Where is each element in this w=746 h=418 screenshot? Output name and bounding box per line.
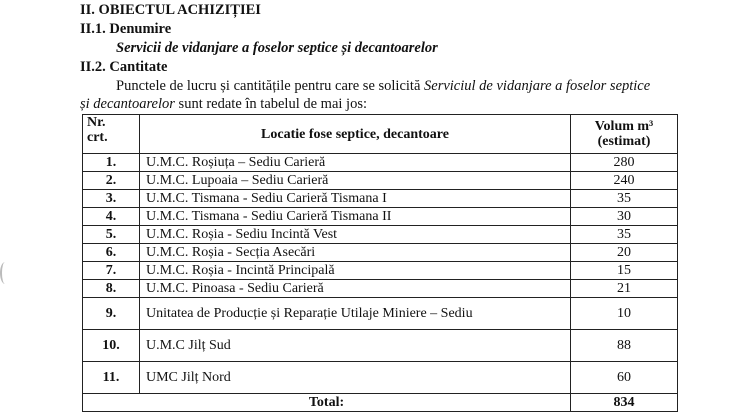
scan-margin-mark xyxy=(0,262,10,284)
intro-paragraph-line2 xyxy=(80,96,367,113)
row-volume: 240 xyxy=(571,172,678,190)
row-volume: 35 xyxy=(571,226,678,244)
intro-text-italic-1: Serviciul de vidanjare a foselor septice xyxy=(424,78,651,94)
row-nr: 8. xyxy=(83,280,140,298)
intro-paragraph-line1 xyxy=(116,78,650,95)
row-nr: 6. xyxy=(83,244,140,262)
row-location: U.M.C. Roșia - Secția Asecări xyxy=(140,244,571,262)
row-nr: 5. xyxy=(83,226,140,244)
row-location: U.M.C. Tismana - Sediu Carieră Tismana I xyxy=(140,190,571,208)
table-row xyxy=(83,298,678,330)
service-name: Servicii de vidanjare a foselor septice și decantoarelor xyxy=(116,40,438,56)
table-row xyxy=(83,190,678,208)
row-nr: 3. xyxy=(83,190,140,208)
section-title: II. OBIECTUL ACHIZIȚIEI xyxy=(80,2,261,18)
row-location: UMC Jilț Nord xyxy=(140,362,571,394)
total-value: 834 xyxy=(571,394,678,412)
table-row xyxy=(83,172,678,190)
header-location: Locatie fose septice, decantoare xyxy=(140,115,571,154)
row-nr: 4. xyxy=(83,208,140,226)
row-nr: 11. xyxy=(83,362,140,394)
row-volume: 60 xyxy=(571,362,678,394)
row-volume: 35 xyxy=(571,190,678,208)
table-row xyxy=(83,226,678,244)
row-nr: 7. xyxy=(83,262,140,280)
locations-table xyxy=(82,114,678,412)
row-location: U.M.C. Tismana - Sediu Carieră Tismana II xyxy=(140,208,571,226)
table-row xyxy=(83,330,678,362)
row-location: U.M.C. Pinoasa - Sediu Carieră xyxy=(140,280,571,298)
header-nr-line2: crt. xyxy=(87,130,108,145)
intro-text-italic-2: și decantoarelor xyxy=(80,96,175,112)
row-volume: 10 xyxy=(571,298,678,330)
row-volume: 21 xyxy=(571,280,678,298)
header-volume xyxy=(571,115,678,154)
row-nr: 1. xyxy=(83,154,140,172)
table-row xyxy=(83,280,678,298)
table-row xyxy=(83,362,678,394)
row-location: Unitatea de Producție și Reparație Utilaje Miniere – Sediu xyxy=(140,298,571,330)
row-location: U.M.C. Roșiuța – Sediu Carieră xyxy=(140,154,571,172)
total-label: Total: xyxy=(83,394,571,412)
table-header-row xyxy=(83,115,678,154)
header-volume-line1: Volum m³ xyxy=(594,119,654,134)
subsection-cantitate-title: II.2. Cantitate xyxy=(80,59,168,75)
row-volume: 280 xyxy=(571,154,678,172)
row-nr: 10. xyxy=(83,330,140,362)
row-volume: 88 xyxy=(571,330,678,362)
row-volume: 15 xyxy=(571,262,678,280)
table-row xyxy=(83,262,678,280)
table-row xyxy=(83,208,678,226)
intro-text-end: sunt redate în tabelul de mai jos: xyxy=(174,96,367,112)
table-row xyxy=(83,154,678,172)
row-nr: 9. xyxy=(83,298,140,330)
row-location: U.M.C Jilț Sud xyxy=(140,330,571,362)
header-volume-line2: (estimat) xyxy=(597,134,651,149)
row-location: U.M.C. Roșia - Incintă Principală xyxy=(140,262,571,280)
header-nr-line1: Nr. xyxy=(87,115,106,130)
row-nr: 2. xyxy=(83,172,140,190)
table-total-row xyxy=(83,394,678,412)
row-volume: 30 xyxy=(571,208,678,226)
subsection-denumire-title: II.1. Denumire xyxy=(80,21,172,37)
header-nr xyxy=(83,115,140,154)
intro-text-start: Punctele de lucru și cantitățile pentru care se solicită xyxy=(116,78,425,94)
row-volume: 20 xyxy=(571,244,678,262)
row-location: U.M.C. Lupoaia – Sediu Carieră xyxy=(140,172,571,190)
table-row xyxy=(83,244,678,262)
row-location: U.M.C. Roșia - Sediu Incintă Vest xyxy=(140,226,571,244)
